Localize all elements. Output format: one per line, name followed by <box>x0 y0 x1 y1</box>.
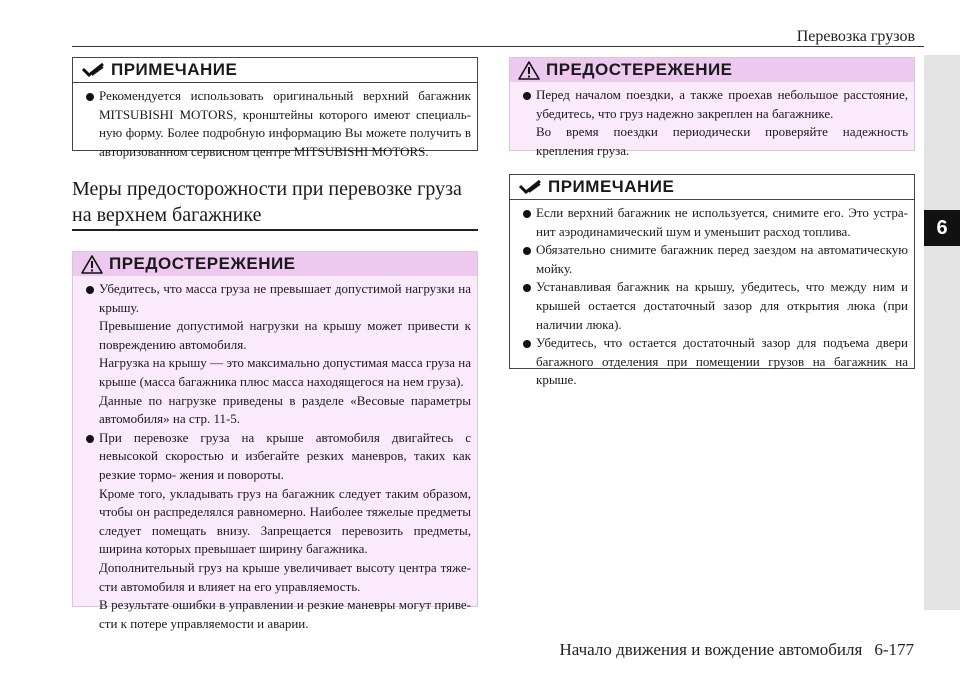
note-check-icon <box>81 63 105 77</box>
caution-header <box>73 252 477 276</box>
chapter-badge: 6 <box>924 210 960 246</box>
section-rule <box>72 229 478 231</box>
note-check-icon <box>518 180 542 194</box>
caution-header <box>510 58 914 82</box>
caution-list <box>510 82 914 164</box>
list-item-paragraph: Нагрузка на крышу — это максимально допустимая масса груза на крыше (масса багажника плюс масса находящегося на нем груза). <box>99 355 471 389</box>
page-header-title: Перевозка грузов <box>796 28 915 45</box>
list-item-paragraph: Превышение допустимой нагрузки на крышу может привести к повреждению автомобиля. <box>99 318 471 352</box>
section-title: Меры предосторожности при перевозке груза на верхнем багажнике <box>72 178 462 226</box>
list-item-paragraph: Перед началом поездки, а также проехав небольшое расстояние, убедитесь, что груз надежно закреплен на багажнике. <box>536 87 908 121</box>
header-rule <box>72 46 924 47</box>
list-item <box>516 204 908 241</box>
list-item <box>516 86 908 160</box>
list-item-paragraph: Устанавливая багажник на крышу, убедитесь, что между ним и крышей остается достаточный зазор для открытия люка (при наличии люка). <box>536 279 908 332</box>
caution-box-right <box>509 57 915 158</box>
note-list <box>73 83 477 165</box>
list-item <box>79 87 471 161</box>
note-header <box>73 58 477 83</box>
page-number: 6-177 <box>874 640 914 659</box>
note-heading: ПРИМЕЧАНИЕ <box>548 177 675 196</box>
chapter-side-tab <box>924 55 960 610</box>
note-list <box>510 200 914 394</box>
list-item-paragraph: При перевозке груза на крыше автомобиля двигайтесь с невысокой скоростью и избегайте резких маневров, таких как резкие тормо- жения и повороты. <box>99 429 471 482</box>
list-item-paragraph: Если верхний багажник не используется, снимите его. Это устра- нит аэродинамический шум и уменьшит расход топлива. <box>536 205 908 239</box>
list-item-paragraph: Во время поездки периодически проверяйте надежность крепления груза. <box>536 124 908 158</box>
note-header <box>510 175 914 200</box>
caution-list <box>73 276 477 637</box>
list-item <box>516 334 908 390</box>
caution-heading: ПРЕДОСТЕРЕЖЕНИЕ <box>546 60 733 79</box>
list-item-paragraph: В результате ошибки в управлении и резкие маневры могут приве- сти к потере управляемости и аварии. <box>99 597 471 631</box>
list-item <box>79 280 471 429</box>
caution-heading: ПРЕДОСТЕРЕЖЕНИЕ <box>109 254 296 273</box>
list-item <box>79 429 471 634</box>
note-box-left <box>72 57 478 159</box>
caution-box-left <box>72 251 478 631</box>
list-item-paragraph: Дополнительный груз на крыше увеличивает высоту центра тяже- сти автомобиля и влияет на его управляемость. <box>99 559 471 594</box>
note-box-right <box>509 174 915 388</box>
page-footer <box>559 640 914 660</box>
list-item-paragraph: Убедитесь, что остается достаточный зазор для подъема двери багажного отделения при помещении грузов на багажник на крыше. <box>536 335 908 388</box>
list-item-paragraph: Убедитесь, что масса груза не превышает допустимой нагрузки на крышу. <box>99 281 471 315</box>
list-item-paragraph: Данные по нагрузке приведены в разделе «Весовые параметры автомобиля» на стр. 11-5. <box>99 392 471 427</box>
note-heading: ПРИМЕЧАНИЕ <box>111 60 238 79</box>
list-item <box>516 241 908 278</box>
list-item-paragraph: Обязательно снимите багажник перед заездом на автоматическую мойку. <box>536 242 908 276</box>
warning-triangle-icon <box>518 61 540 80</box>
list-item <box>516 278 908 334</box>
warning-triangle-icon <box>81 255 103 274</box>
list-item-paragraph: Рекомендуется использовать оригинальный верхний багажник MITSUBISHI MOTORS, кронштейны которого имеют специаль- ную форму. Более подробную информацию Вы можете получить в авторизованном сервисном центре MITSUBISHI MOTORS. <box>99 88 471 159</box>
list-item-paragraph: Кроме того, укладывать груз на багажник следует таким образом, чтобы он распределялся равномерно. Наиболее тяжелые предметы следует помещать внизу. Запрещается перевозить предметы, ширина которых превышает ширину багажника. <box>99 485 471 557</box>
footer-section-title: Начало движения и вождение автомобиля <box>559 640 863 659</box>
